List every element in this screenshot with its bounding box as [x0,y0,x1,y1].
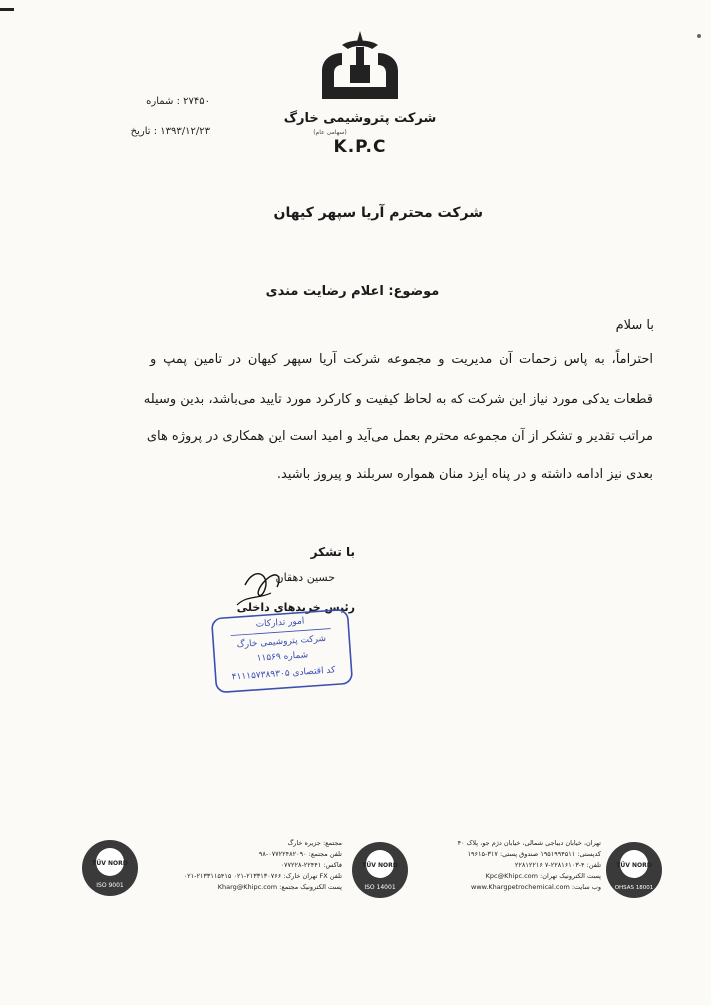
tuv-nord-ohsas-18001-seal-icon [606,842,662,898]
letter-number: ۲۷۴۵۰ : شماره [146,96,210,107]
footer-line: پست الکترونیک تهران: Kpc@Khipc.com [485,872,601,880]
stamp-department: امور تدارکات [255,616,305,630]
svg-text:TÜV NORD: TÜV NORD [92,860,128,867]
scan-edge-mark [0,8,14,11]
stamp-economic-code: کد اقتصادی ۴۱۱۱۵۷۳۸۹۳۰۵ [231,665,336,683]
company-subtitle: (سهامی عام) [313,129,347,136]
letter-date: ۱۳۹۳/۱۲/۲۳ : تاریخ [130,126,210,137]
footer-office-address [401,838,601,893]
greeting: با سلام [615,318,654,333]
footer-line: تلفن: ۴-۲۲۸۱۶۱۰۳-۷ ۲۲۸۱۲۲۱۶ [514,861,601,869]
svg-text:TÜV NORD: TÜV NORD [362,862,398,869]
body-line: بعدی نیز ادامه داشته و در پناه ایزد منان همواره سربلند و پیروز باشید. [276,467,653,482]
kpc-logo-icon [312,25,408,115]
svg-text:TÜV NORD: TÜV NORD [616,862,652,869]
svg-text:ISO 9001: ISO 9001 [96,882,124,889]
svg-text:OHSAS 18001: OHSAS 18001 [614,885,654,891]
footer-line: تلفن مجتمع: ۰۷۷۲۲۴۸۲۰۹۰-۹۸ [258,850,342,858]
footer-line: کدپستی: ۱۹۵۱۹۹۴۵۱۱ صندوق پستی: ۳۱۷-۱۹۶۱۵ [467,850,601,858]
signatory-name: حسین دهقان [275,571,335,584]
official-stamp [209,607,354,695]
company-name: شرکت پتروشیمی خارگ [283,111,437,126]
signatory-title: رئیس خریدهای داخلی [236,601,355,614]
closing: با تشکر [310,545,355,559]
footer-line: تلفن FX تهران خارک: ۲۱۳۳۱۳۰۷۶۶-۰۲۱ ۲۱۳۳۱۱۵۴۱۵-۰۲۱ [183,872,342,880]
stamp-company: شرکت پتروشیمی خارگ [236,633,327,651]
footer-line: پست الکترونیک مجتمع: Kharg@Khipc.com [217,883,342,891]
recipient: شرکت محترم آریا سپهر کیهان [273,205,483,221]
footer-line: وب سایت: www.Khargpetrochemical.com [471,883,601,891]
body-line: مراتب تقدیر و تشکر از آن مجموعه محترم بعمل می‌آید و امید است این همکاری در پروژه های [146,429,653,444]
footer-line: مجتمع: جزیره خارگ [287,839,342,847]
svg-text:ISO 14001: ISO 14001 [364,884,396,891]
body-line: احتراماً، به پاس زحمات آن مدیریت و مجموعه شرکت آریا سپهر کیهان در تامین پمپ و [150,352,653,367]
tuv-nord-iso-14001-seal-icon [352,842,408,898]
footer-site-address [142,838,342,893]
tuv-nord-iso-9001-seal-icon [82,840,138,896]
subject-line: موضوع: اعلام رضایت مندی [265,284,440,299]
company-abbreviation: K.P.C [333,137,387,157]
scan-speck [697,34,701,38]
footer-line: تهران، خیابان دیباجی شمالی، خیابان دژم جو، پلاک ۴۰ [457,839,601,847]
body-line: قطعات یدکی مورد نیاز این شرکت که به لحاظ کیفیت و کارکرد مورد تایید می‌باشد، بدین وسیله [143,392,653,407]
stamp-registration: شماره ۱۱۵۶۹ [256,650,309,664]
footer-line: فاکس: ۲۲۴۴۱-۰۷۷۲۲۸ [280,861,342,869]
